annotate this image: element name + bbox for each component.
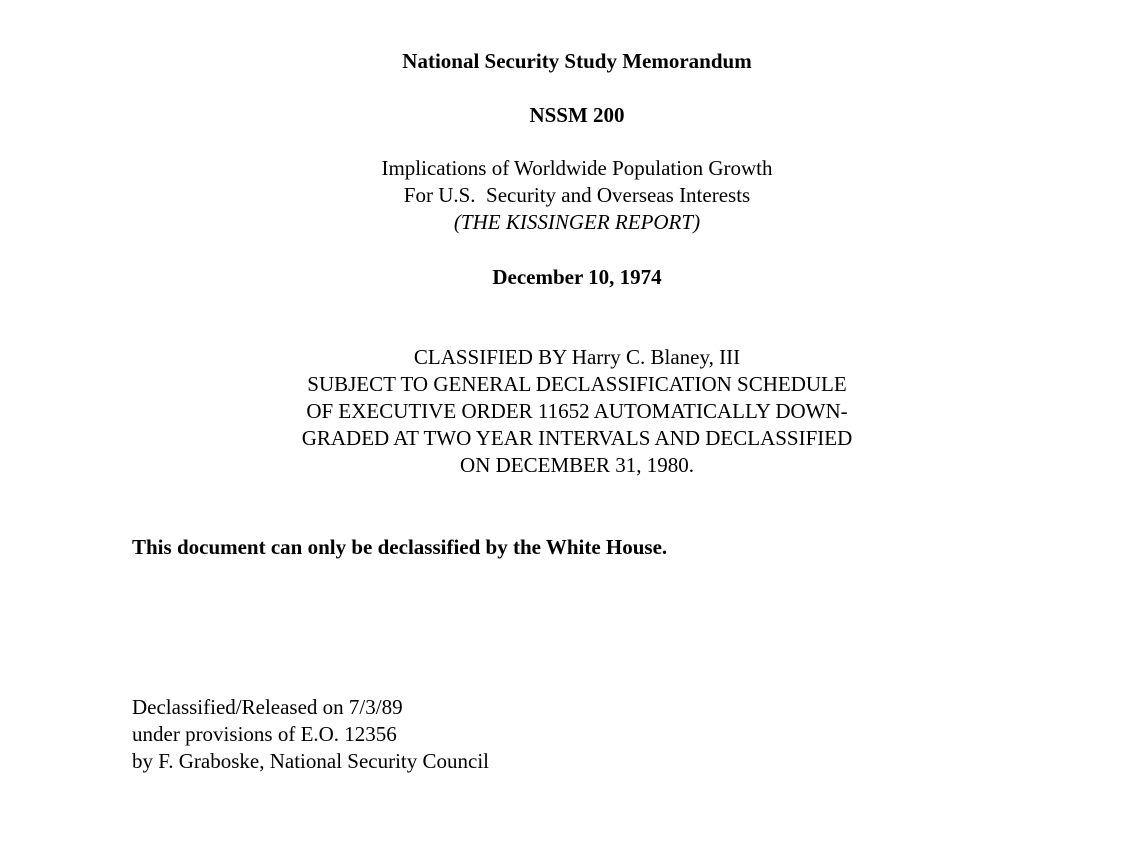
memo-alt-title: (THE KISSINGER REPORT): [453, 210, 701, 234]
memo-subtitle-line-1: Implications of Worldwide Population Growth: [381, 156, 773, 180]
memo-title: National Security Study Memorandum: [402, 49, 752, 73]
classification-line-4: GRADED AT TWO YEAR INTERVALS AND DECLASSIFIED: [301, 426, 853, 450]
release-block: [132, 694, 489, 775]
memo-subtitle: [0, 155, 1133, 236]
memo-date: December 10, 1974: [492, 265, 662, 289]
release-line-3: by F. Graboske, National Security Council: [132, 749, 490, 773]
classification-line-3: OF EXECUTIVE ORDER 11652 AUTOMATICALLY DOWN-: [306, 399, 848, 423]
declassification-notice: This document can only be declassified by the White House.: [132, 535, 668, 559]
classification-block: [0, 344, 1133, 479]
classification-line-1: CLASSIFIED BY Harry C. Blaney, III: [413, 345, 741, 369]
release-line-2: under provisions of E.O. 12356: [132, 722, 397, 746]
classification-line-5: ON DECEMBER 31, 1980.: [460, 453, 694, 477]
classification-line-2: SUBJECT TO GENERAL DECLASSIFICATION SCHEDULE: [307, 372, 847, 396]
release-line-1: Declassified/Released on 7/3/89: [132, 695, 403, 719]
memo-subtitle-line-2: For U.S. Security and Overseas Interests: [403, 183, 751, 207]
memo-number: NSSM 200: [529, 103, 625, 127]
